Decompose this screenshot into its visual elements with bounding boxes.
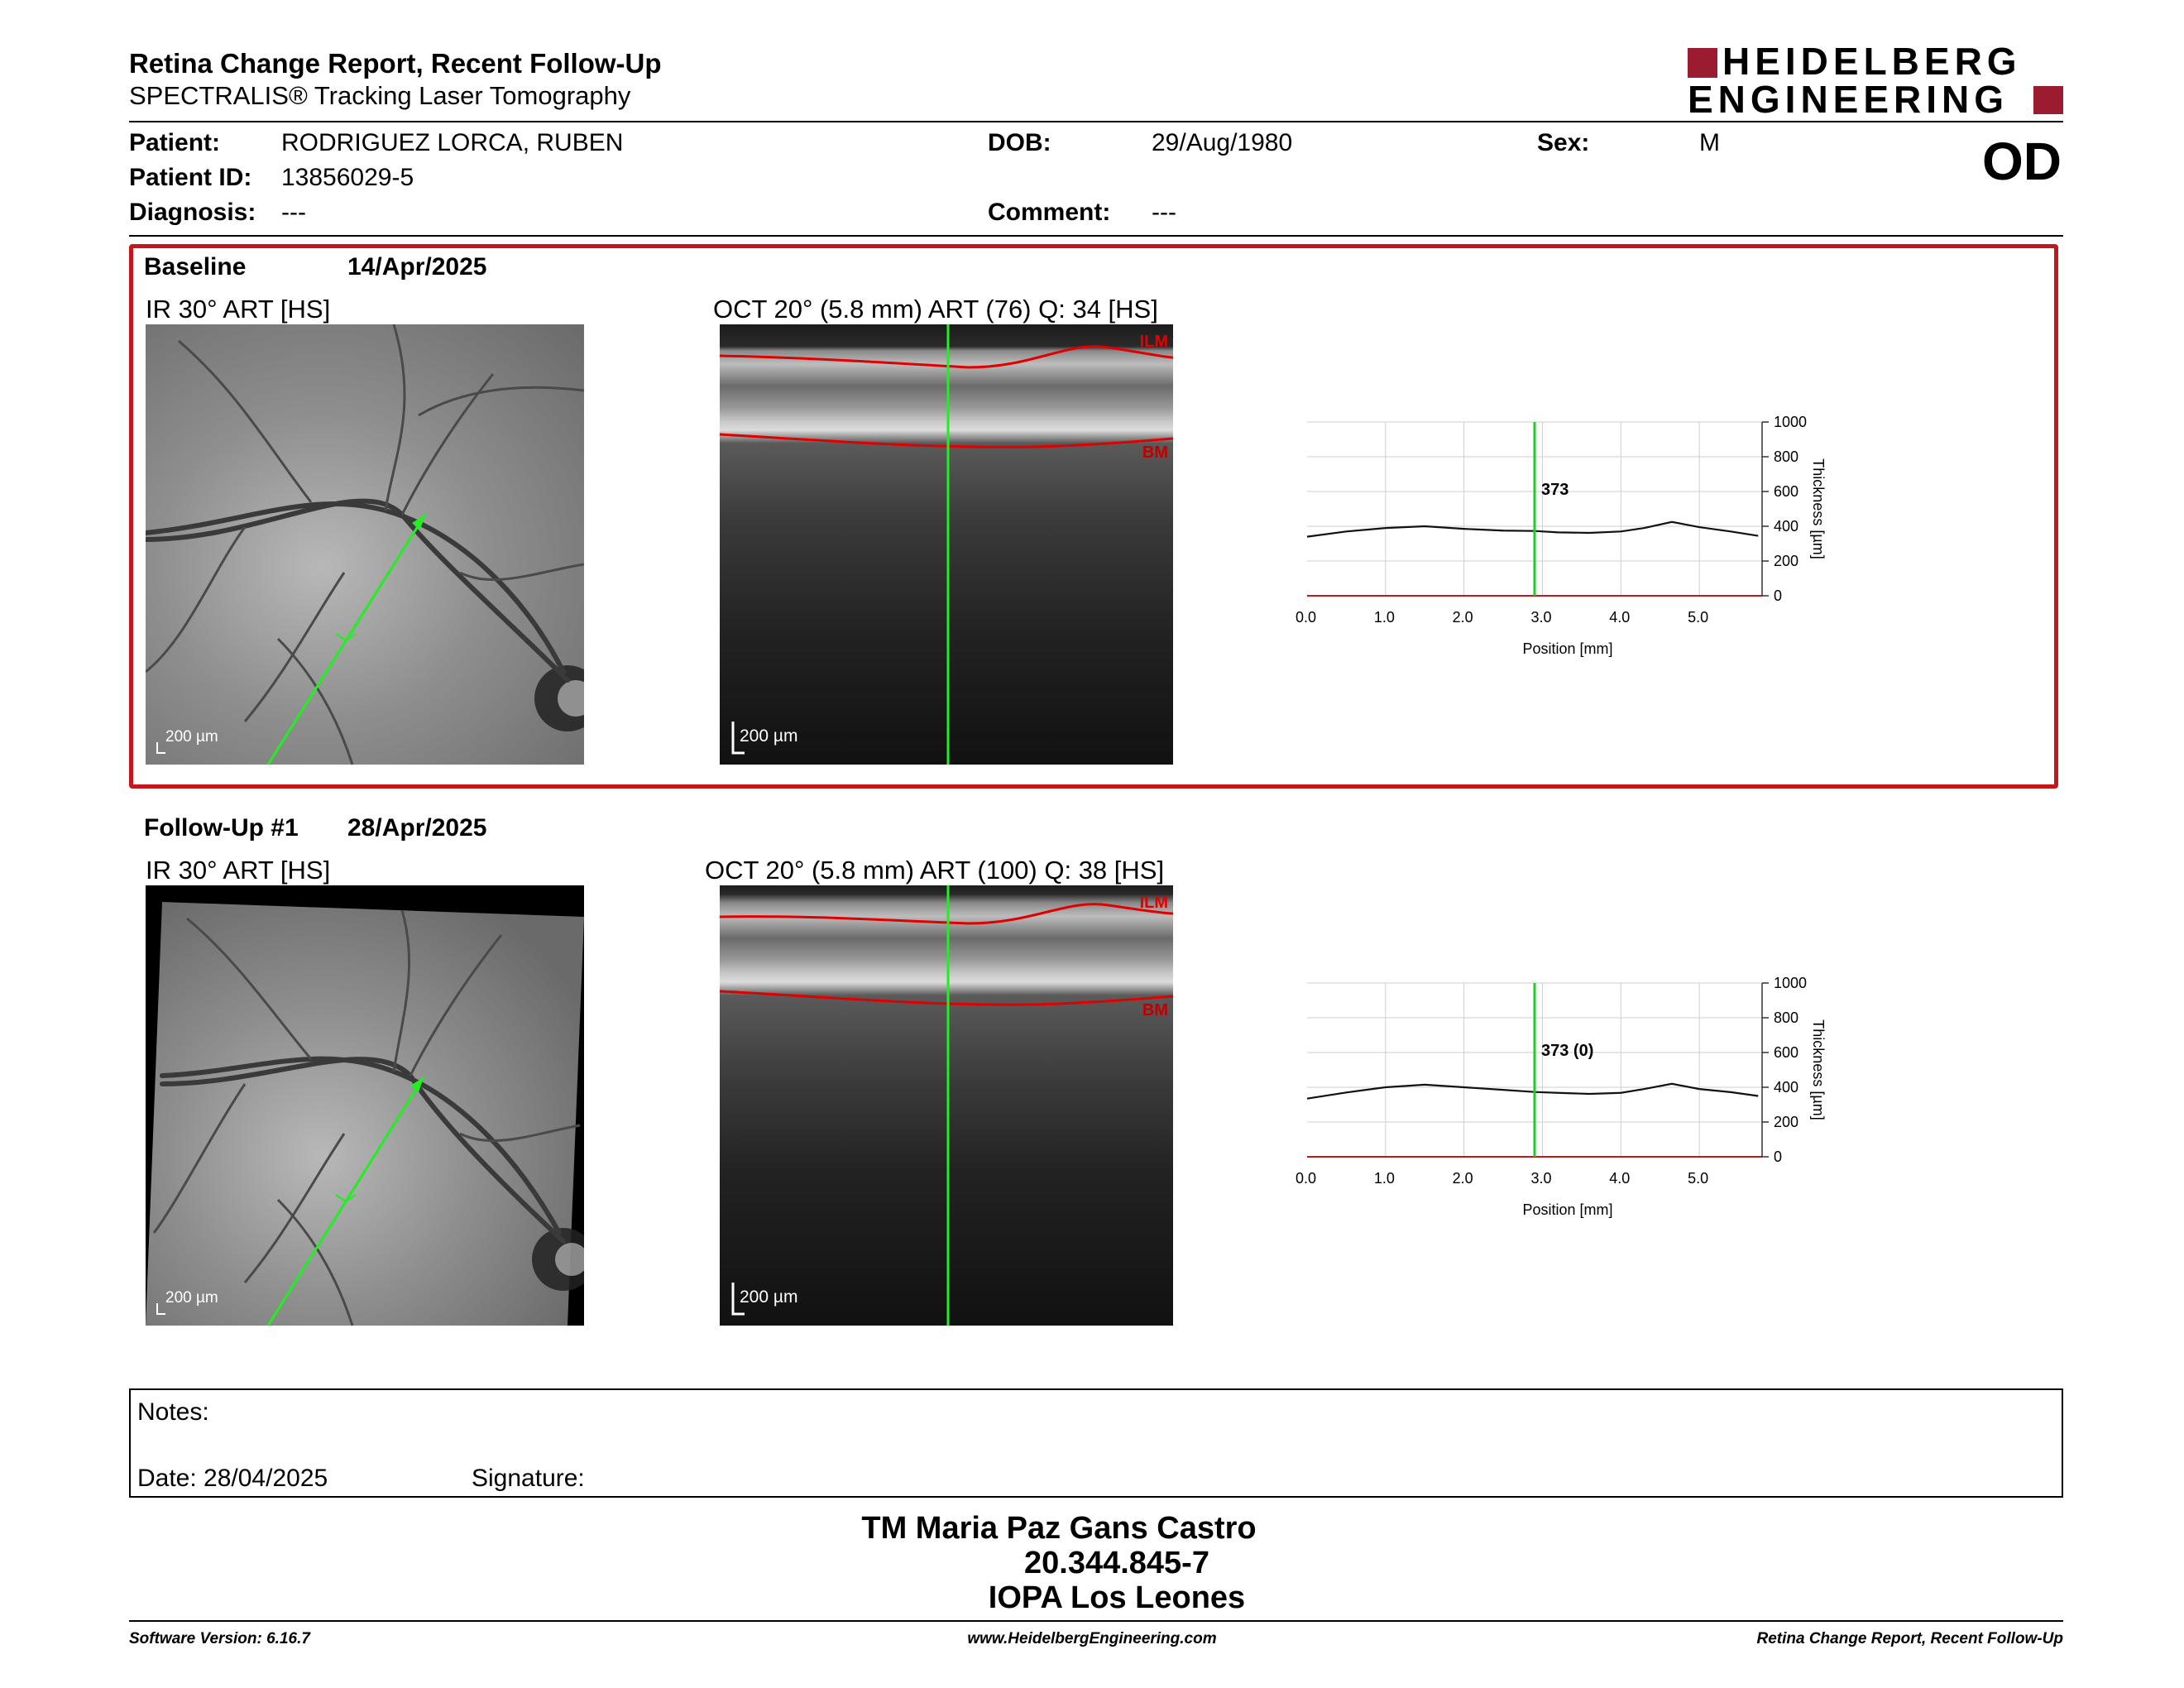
comment-value: --- xyxy=(1152,199,1176,226)
report-subtitle: SPECTRALIS® Tracking Laser Tomography xyxy=(129,81,631,110)
bm-label: BM xyxy=(1142,444,1168,462)
notes-date: Date: 28/04/2025 xyxy=(137,1465,328,1492)
thickness-profile-chart xyxy=(1291,966,1853,1248)
exam-date: 14/Apr/2025 xyxy=(347,253,487,281)
divider xyxy=(129,1620,2063,1622)
x-tick-label: 1.0 xyxy=(1373,1170,1395,1187)
signature-label: Signature: xyxy=(472,1465,585,1492)
x-tick-label: 0.0 xyxy=(1296,1170,1317,1187)
x-tick-label: 2.0 xyxy=(1452,1170,1473,1187)
scale-bar-label: 200 µm xyxy=(165,1289,218,1307)
logo-line2: ENGINEERING xyxy=(1688,78,2009,121)
scale-bar-label: 200 µm xyxy=(165,728,218,746)
y-tick-label: 400 xyxy=(1774,518,1799,535)
footer-website: www.HeidelbergEngineering.com xyxy=(967,1630,1217,1647)
y-tick-label: 600 xyxy=(1774,1044,1799,1061)
sex-label: Sex: xyxy=(1537,129,1590,156)
x-tick-label: 4.0 xyxy=(1609,609,1631,626)
divider xyxy=(129,235,2063,237)
cursor-value-label: 373 xyxy=(1541,481,1569,500)
exam-label: Follow-Up #1 xyxy=(144,814,299,842)
logo-square-icon xyxy=(2033,86,2063,114)
comment-label: Comment: xyxy=(988,199,1111,226)
oct-image-title: OCT 20° (5.8 mm) ART (100) Q: 38 [HS] xyxy=(705,856,1165,885)
ir-fundus-image xyxy=(146,324,584,765)
patient-id-label: Patient ID: xyxy=(129,164,252,191)
eye-indicator: OD xyxy=(1982,132,2062,191)
footer-software-version: Software Version: 6.16.7 xyxy=(129,1630,310,1647)
y-tick-label: 800 xyxy=(1774,448,1799,465)
exam-label: Baseline xyxy=(144,253,247,281)
x-tick-label: 1.0 xyxy=(1373,609,1395,626)
x-axis-label: Position [mm] xyxy=(1522,640,1613,657)
y-tick-label: 0 xyxy=(1774,587,1783,604)
bm-label: BM xyxy=(1142,1001,1168,1019)
y-tick-label: 200 xyxy=(1774,1114,1799,1130)
x-tick-label: 4.0 xyxy=(1609,1170,1631,1187)
oct-bscan-image xyxy=(720,324,1173,765)
signatory-id: 20.344.845-7 xyxy=(1024,1546,1209,1580)
sex-value: M xyxy=(1699,129,1720,156)
oct-image-title: OCT 20° (5.8 mm) ART (76) Q: 34 [HS] xyxy=(713,295,1158,324)
thickness-profile-chart xyxy=(1291,405,1853,687)
x-tick-label: 3.0 xyxy=(1530,1170,1552,1187)
notes-label: Notes: xyxy=(137,1398,209,1426)
ir-image-title: IR 30° ART [HS] xyxy=(146,856,331,885)
ir-fundus-image xyxy=(146,885,584,1326)
y-axis-label: Thickness [µm] xyxy=(1810,1019,1827,1120)
scale-bar-label: 200 µm xyxy=(740,727,798,746)
y-tick-label: 200 xyxy=(1774,553,1799,569)
y-tick-label: 1000 xyxy=(1774,414,1808,430)
logo-line1: HEIDELBERG xyxy=(1722,40,2022,83)
dob-value: 29/Aug/1980 xyxy=(1152,129,1293,156)
y-tick-label: 400 xyxy=(1774,1079,1799,1096)
x-tick-label: 5.0 xyxy=(1688,1170,1709,1187)
x-tick-label: 5.0 xyxy=(1688,609,1709,626)
logo-square-icon xyxy=(1688,48,1717,78)
notes-box xyxy=(129,1388,2063,1498)
diagnosis-value: --- xyxy=(281,199,306,226)
y-axis-label: Thickness [µm] xyxy=(1810,458,1827,559)
report-title: Retina Change Report, Recent Follow-Up xyxy=(129,48,662,79)
thickness-series-line xyxy=(1307,1084,1758,1099)
footer-report-name: Retina Change Report, Recent Follow-Up xyxy=(1756,1630,2063,1647)
y-tick-label: 0 xyxy=(1774,1149,1783,1165)
y-tick-label: 800 xyxy=(1774,1009,1799,1026)
ilm-label: ILM xyxy=(1139,333,1168,351)
exam-date: 28/Apr/2025 xyxy=(347,814,487,842)
ir-image-title: IR 30° ART [HS] xyxy=(146,295,331,324)
cursor-value-label: 373 (0) xyxy=(1541,1042,1594,1061)
oct-bscan-image xyxy=(720,885,1173,1326)
y-tick-label: 600 xyxy=(1774,483,1799,500)
y-tick-label: 1000 xyxy=(1774,975,1808,991)
diagnosis-label: Diagnosis: xyxy=(129,199,256,226)
divider xyxy=(129,121,2063,122)
patient-id: 13856029-5 xyxy=(281,164,414,191)
ilm-label: ILM xyxy=(1139,894,1168,912)
signatory-institution: IOPA Los Leones xyxy=(988,1580,1246,1615)
patient-name: RODRIGUEZ LORCA, RUBEN xyxy=(281,129,624,156)
x-tick-label: 0.0 xyxy=(1296,609,1317,626)
x-tick-label: 3.0 xyxy=(1530,609,1552,626)
x-tick-label: 2.0 xyxy=(1452,609,1473,626)
scale-bar-label: 200 µm xyxy=(740,1288,798,1307)
dob-label: DOB: xyxy=(988,129,1051,156)
x-axis-label: Position [mm] xyxy=(1522,1201,1613,1218)
signatory-name: TM Maria Paz Gans Castro xyxy=(861,1511,1257,1546)
thickness-series-line xyxy=(1307,522,1758,537)
patient-label: Patient: xyxy=(129,129,221,156)
